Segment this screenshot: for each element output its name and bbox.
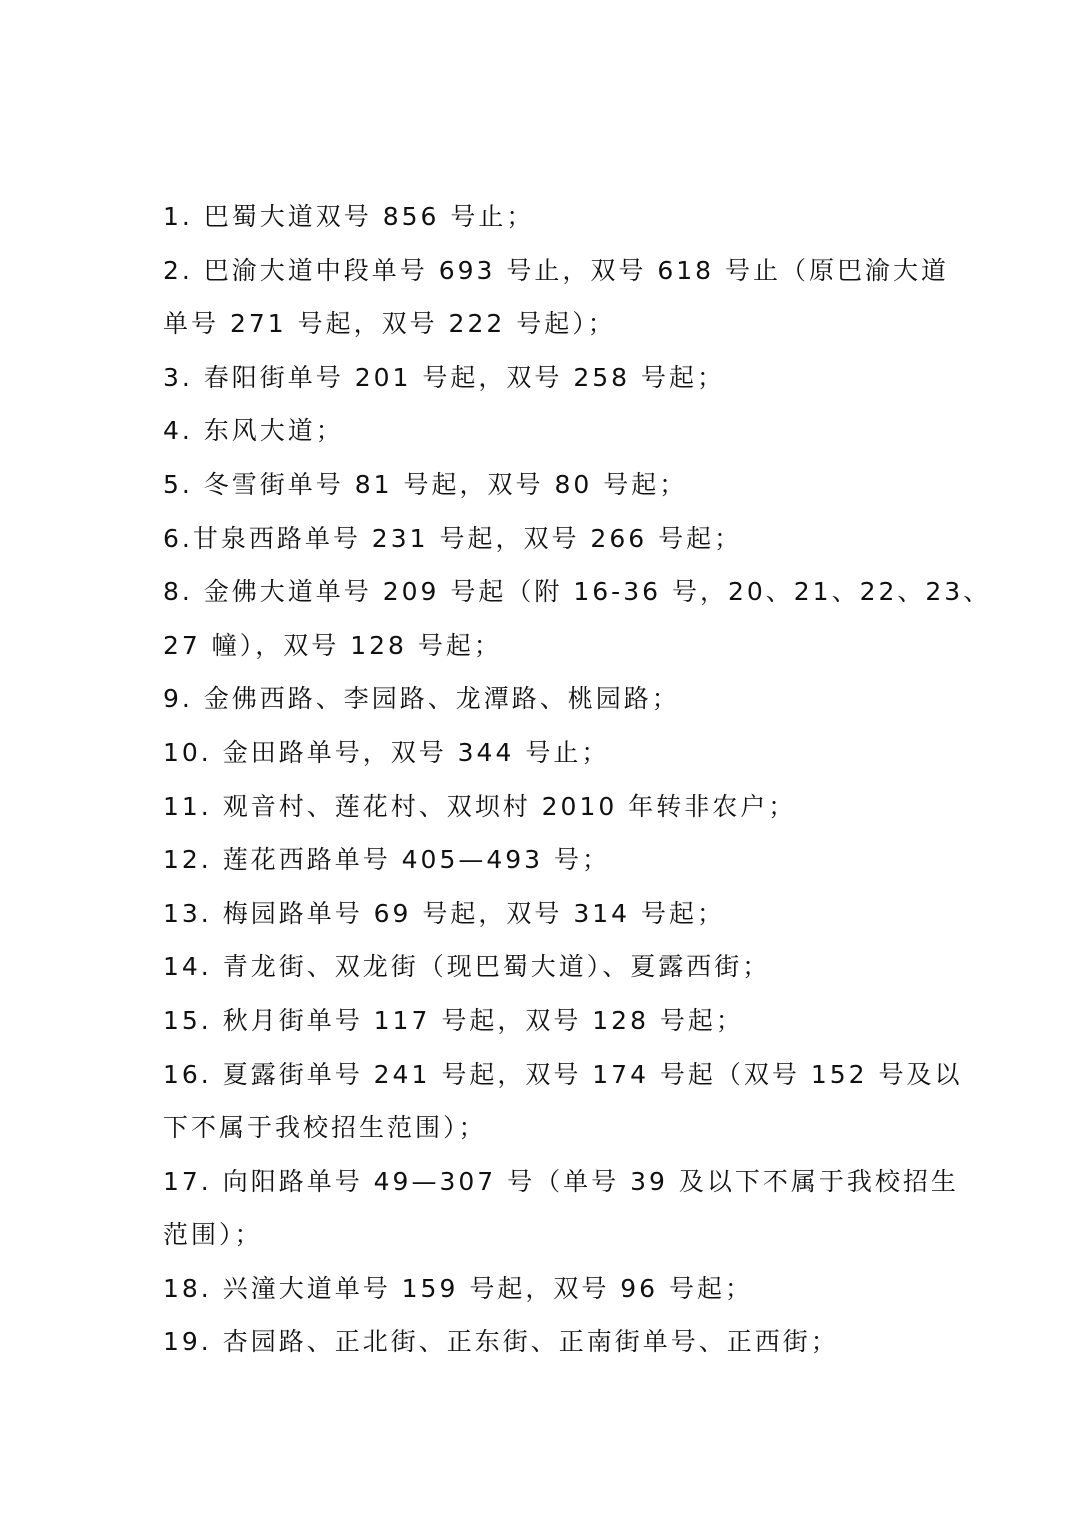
list-item: 15. 秋月街单号 117 号起，双号 128 号起；	[163, 1005, 744, 1035]
list-item: 14. 青龙街、双龙街（现巴蜀大道）、夏露西街；	[163, 952, 771, 982]
list-item: 1. 巴蜀大道双号 856 号止；	[163, 202, 535, 231]
list-item: 11. 观音村、莲花村、双坝村 2010 年转非农户；	[163, 791, 797, 821]
list-item: 13. 梅园路单号 69 号起，双号 314 号起；	[163, 898, 726, 928]
list-item: 2. 巴渝大道中段单号 693 号止，双号 618 号止（原巴渝大道 单号 271 号起，双号 222 号起）；	[163, 255, 950, 339]
list-item: 9. 金佛西路、李园路、龙潭路、桃园路；	[163, 684, 680, 714]
list-item: 19. 杏园路、正北街、正东街、正南街单号、正西街；	[163, 1327, 839, 1357]
list-item: 12. 莲花西路单号 405—493 号；	[163, 845, 611, 875]
list-item: 3. 春阳街单号 201 号起，双号 258 号起；	[163, 362, 726, 392]
list-item: 6.甘泉西路单号 231 号起，双号 266 号起；	[163, 523, 743, 553]
list-item: 5. 冬雪街单号 81 号起，双号 80 号起；	[163, 469, 688, 499]
list-item: 18. 兴潼大道单号 159 号起，双号 96 号起；	[163, 1273, 754, 1303]
list-item: 10. 金田路单号，双号 344 号止；	[163, 737, 610, 767]
list-item: 8. 金佛大道单号 209 号起（附 16-36 号，20、21、22、23、 27 幢），双号 128 号起；	[163, 577, 992, 660]
list-item: 17. 向阳路单号 49—307 号（单号 39 及以下不属于我校招生 范围）；	[163, 1166, 959, 1250]
list-item: 16. 夏露街单号 241 号起，双号 174 号起（双号 152 号及以 下不属于我校招生范围）；	[163, 1059, 963, 1143]
list-item: 4. 东风大道；	[163, 416, 344, 446]
address-list	[163, 190, 992, 1369]
